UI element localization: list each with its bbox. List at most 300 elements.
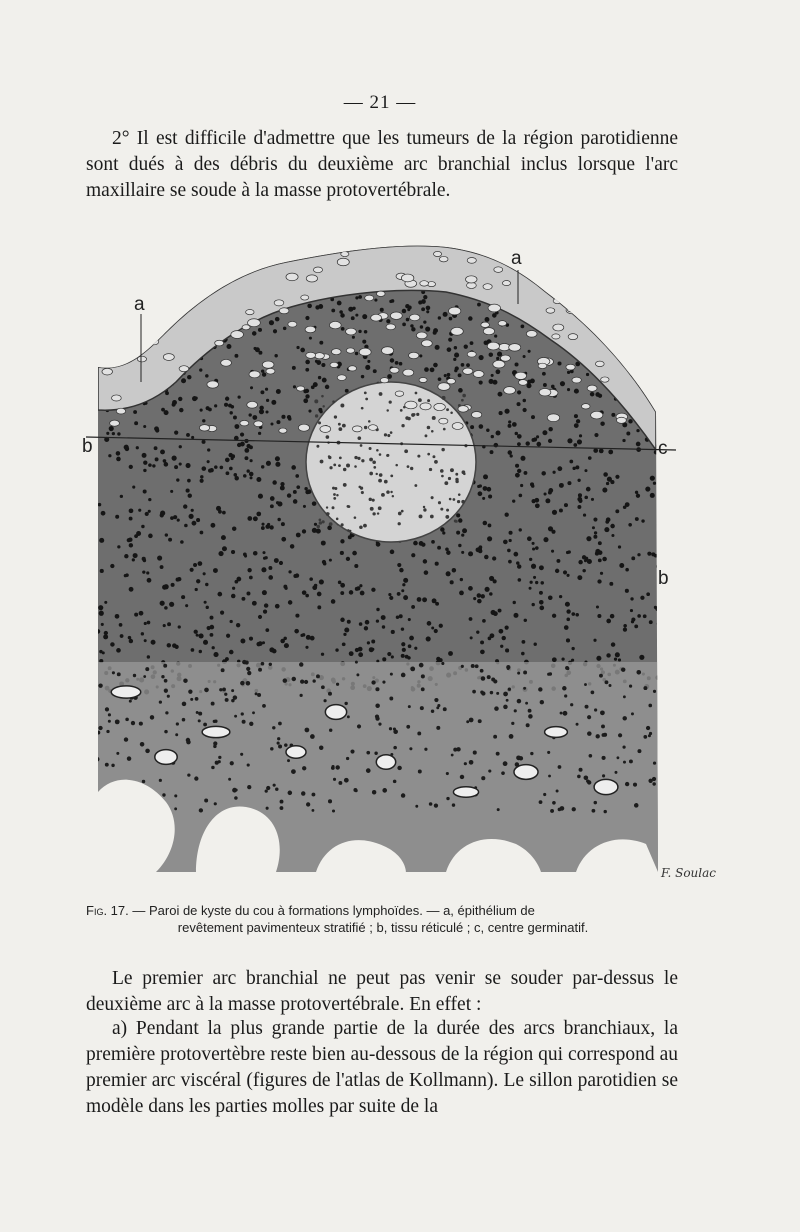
germ-dots-dot — [384, 480, 388, 484]
cells-dot — [152, 317, 156, 321]
lower-dots-dot — [424, 748, 427, 751]
epi-cells-dot — [381, 347, 393, 355]
cells-dot — [318, 376, 321, 379]
cells-dot — [628, 523, 632, 527]
epi-cells-dot — [116, 408, 125, 414]
lower-dots-dot — [255, 692, 258, 695]
lower-dots-dot — [182, 702, 187, 707]
cells-dot — [207, 626, 211, 630]
lower-dots-dot — [528, 714, 533, 719]
lower-dots-dot — [671, 670, 675, 674]
germ-dots-dot — [334, 487, 337, 490]
cells-dot — [101, 623, 104, 626]
cells-dot — [160, 565, 164, 569]
lower-dots-dot — [429, 802, 433, 806]
cells-dot — [484, 555, 489, 560]
lower-dots-dot — [105, 707, 109, 711]
epi-cells-dot — [471, 412, 481, 418]
lower-dots-dot — [240, 681, 244, 685]
cells-dot — [93, 413, 96, 416]
cells-dot — [673, 625, 676, 628]
cells-dot — [533, 576, 536, 579]
germ-dots-dot — [455, 473, 458, 476]
germ-dots-dot — [454, 520, 457, 523]
germ-dots-dot — [392, 495, 394, 497]
cells-dot — [314, 584, 317, 587]
epi-cells-dot — [254, 421, 263, 427]
epi-cells-dot — [248, 319, 261, 327]
germ-dots-dot — [327, 512, 329, 514]
cells-dot — [96, 629, 101, 634]
germ-dots-dot — [333, 463, 336, 466]
cells-dot — [456, 513, 460, 517]
lower-dots-dot — [446, 772, 449, 775]
germ-dots-dot — [379, 453, 382, 456]
cells-dot — [267, 523, 270, 526]
cells-dot — [319, 579, 324, 584]
epi-cells-dot — [420, 281, 429, 286]
cells-dot — [179, 445, 182, 448]
cells-dot — [340, 618, 344, 622]
cells-dot — [485, 317, 490, 322]
cells-dot — [664, 387, 669, 392]
germ-dots-dot — [444, 481, 448, 485]
cells-dot — [178, 397, 182, 401]
lower-dots-dot — [350, 749, 354, 753]
cells-dot — [487, 536, 492, 541]
cells-dot — [306, 635, 311, 640]
lower-dots-dot — [316, 674, 320, 678]
lower-dots-dot — [622, 716, 626, 720]
lower-dots-dot — [397, 766, 401, 770]
lower-dots-dot — [187, 773, 190, 776]
cells-dot — [185, 604, 188, 607]
cells-dot — [106, 432, 109, 435]
cells-dot — [439, 624, 443, 628]
germ-dots-dot — [329, 466, 332, 469]
cells-dot — [86, 614, 88, 618]
cells-dot — [274, 354, 277, 357]
cells-dot — [281, 537, 286, 542]
cells-dot — [259, 406, 263, 410]
cells-dot — [446, 550, 451, 555]
cells-dot — [186, 433, 190, 437]
cells-dot — [195, 588, 198, 591]
lower-dots-dot — [328, 692, 332, 696]
cells-dot — [207, 448, 210, 451]
epi-cells-dot — [141, 339, 152, 346]
cells-dot — [275, 604, 280, 609]
lower-dots-dot — [241, 712, 244, 715]
lower-dots-dot — [437, 704, 440, 707]
epi-cells-dot — [494, 267, 503, 273]
cells-dot — [661, 544, 664, 547]
lower-dots-dot — [159, 700, 162, 703]
cells-dot — [214, 404, 217, 407]
cells-dot — [572, 467, 575, 470]
epi-cells-dot — [467, 351, 476, 357]
cells-dot — [611, 344, 616, 349]
cells-dot — [470, 425, 474, 429]
cells-dot — [94, 429, 98, 433]
germ-dots-dot — [319, 521, 322, 524]
lower-dots-dot — [417, 732, 421, 736]
epi-cells-dot — [274, 300, 284, 306]
germ-dots-dot — [364, 391, 367, 394]
lower-dots-dot — [164, 730, 168, 734]
cells-dot — [487, 487, 492, 492]
cells-dot — [628, 332, 632, 336]
epi-cells-dot — [447, 379, 456, 384]
lower-dots-dot — [344, 778, 349, 783]
cells-dot — [92, 315, 96, 319]
lower-dots-dot — [648, 704, 652, 708]
cells-dot — [566, 574, 569, 577]
germ-dots-dot — [445, 515, 449, 519]
cells-dot — [148, 510, 151, 513]
cells-dot — [246, 591, 250, 595]
germ-dots-dot — [446, 509, 449, 512]
epi-cells-dot — [297, 386, 305, 391]
cells-dot — [541, 471, 545, 475]
cells-dot — [200, 409, 203, 412]
cells-dot — [308, 409, 311, 412]
cells-dot — [234, 473, 238, 477]
cells-dot — [643, 301, 646, 304]
cells-dot — [302, 529, 306, 533]
cells-dot — [513, 601, 516, 604]
cells-dot — [175, 645, 179, 649]
cells-dot — [125, 339, 130, 344]
cells-dot — [244, 555, 247, 558]
epi-cells-dot — [180, 278, 188, 283]
cells-dot — [167, 643, 171, 647]
cells-dot — [133, 553, 138, 558]
cells-dot — [382, 657, 386, 661]
cells-dot — [663, 680, 666, 683]
lower-dots-dot — [190, 698, 193, 701]
germ-dots-dot — [390, 431, 393, 434]
cells-dot — [136, 446, 139, 449]
cells-dot — [666, 427, 671, 432]
germ-dots-dot — [461, 399, 464, 402]
cells-dot — [637, 553, 640, 556]
epi-cells-dot — [187, 289, 198, 296]
cells-dot — [302, 633, 305, 636]
cells-dot — [134, 317, 139, 322]
lower-dots-dot — [366, 768, 371, 773]
cells-dot — [144, 622, 147, 625]
cells-dot — [196, 634, 199, 637]
cells-dot — [626, 321, 629, 324]
lower-dots-dot — [124, 737, 128, 741]
cells-dot — [314, 523, 317, 526]
lower-dots-dot — [234, 796, 238, 800]
lower-dots-dot — [93, 719, 97, 723]
cells-dot — [293, 499, 298, 504]
cells-dot — [129, 508, 134, 513]
cells-dot — [160, 511, 165, 516]
cells-dot — [477, 303, 481, 307]
lower-dots-dot — [562, 686, 566, 690]
cells-dot — [496, 357, 499, 360]
lower-dots-dot — [589, 754, 593, 758]
cells-dot — [176, 578, 180, 582]
cells-dot — [221, 535, 226, 540]
germ-dots-dot — [440, 469, 444, 473]
cells-dot — [453, 358, 456, 361]
cells-dot — [250, 476, 253, 479]
lower-dots-dot — [496, 692, 499, 695]
cells-dot — [593, 535, 597, 539]
lower-dots-dot — [550, 809, 554, 813]
cells-dot — [650, 476, 655, 481]
cells-dot — [253, 516, 258, 521]
epi-cells-dot — [617, 417, 627, 423]
lower-dots-dot — [375, 687, 379, 691]
lower-dots-dot — [275, 787, 278, 790]
epi-cells-dot — [509, 344, 521, 352]
cells-dot — [578, 493, 582, 497]
cells-dot — [390, 550, 395, 555]
cells-dot — [199, 368, 202, 371]
cells-dot — [269, 320, 274, 325]
cells-dot — [552, 657, 557, 662]
lower-dots-dot — [215, 761, 219, 765]
germ-dots-dot — [453, 498, 456, 501]
cells-dot — [217, 592, 222, 597]
epi-cells-dot — [481, 322, 490, 327]
cells-dot — [86, 675, 88, 679]
cells-dot — [519, 494, 523, 498]
cells-dot — [268, 566, 272, 570]
lower-dots-dot — [233, 695, 237, 699]
lower-dots-dot — [389, 697, 393, 701]
germ-dots-dot — [354, 456, 357, 459]
germ-dots-dot — [450, 468, 454, 472]
cells-dot — [272, 480, 276, 484]
cells-dot — [316, 360, 321, 365]
cells-dot — [102, 310, 106, 314]
cells-dot — [231, 454, 235, 458]
cells-dot — [199, 650, 202, 653]
cells-dot — [606, 619, 611, 624]
cells-dot — [94, 320, 98, 324]
cells-dot — [586, 487, 591, 492]
lower-dots-dot — [609, 684, 612, 687]
cells-dot — [446, 571, 451, 576]
lower-dots-dot — [539, 800, 543, 804]
cells-dot — [86, 390, 88, 393]
cells-dot — [386, 319, 390, 323]
cells-dot — [302, 590, 307, 595]
germ-dots-dot — [455, 478, 458, 481]
cells-dot — [213, 652, 218, 657]
germ-dots-dot — [369, 447, 372, 450]
cells-dot — [116, 457, 121, 462]
epi-cells-dot — [320, 426, 331, 433]
cells-dot — [593, 517, 597, 521]
cells-dot — [367, 360, 370, 363]
lower-dots-dot — [198, 712, 202, 716]
lower-dots-dot — [434, 803, 438, 807]
cells-dot — [609, 582, 613, 586]
cells-dot — [532, 547, 535, 550]
lower-dots-dot — [652, 782, 655, 785]
cells-dot — [672, 386, 676, 390]
lower-dots-dot — [375, 703, 379, 707]
cells-dot — [199, 291, 204, 296]
germ-dots-dot — [423, 508, 426, 511]
cells-dot — [610, 524, 615, 529]
cells-dot — [479, 424, 484, 429]
cells-dot — [325, 385, 330, 390]
cells-dot — [109, 426, 114, 431]
cells-dot — [90, 672, 93, 675]
cells-dot — [566, 638, 570, 642]
vessel-lumen — [514, 765, 538, 780]
cells-dot — [515, 473, 520, 478]
lower-dots-dot — [214, 802, 217, 805]
lower-dots-dot — [127, 756, 131, 760]
cells-dot — [93, 645, 98, 650]
cells-dot — [633, 374, 638, 379]
cells-dot — [124, 574, 127, 577]
lower-dots-dot — [592, 809, 596, 813]
cells-dot — [120, 634, 124, 638]
lower-dots-dot — [246, 667, 250, 671]
lower-dots-dot — [262, 704, 266, 708]
cells-dot — [610, 480, 614, 484]
lower-dots-dot — [231, 689, 234, 692]
cells-dot — [258, 432, 261, 435]
cells-dot — [340, 583, 345, 588]
cells-dot — [220, 611, 224, 615]
cells-dot — [491, 374, 494, 377]
germ-dots-dot — [448, 477, 451, 480]
lower-dots-dot — [586, 779, 589, 782]
lower-dots-dot — [371, 680, 375, 684]
cells-dot — [319, 341, 323, 345]
epi-cells-dot — [110, 420, 120, 426]
cells-dot — [567, 388, 570, 391]
lower-dots-dot — [410, 667, 415, 672]
cells-dot — [584, 469, 587, 472]
epi-cells-dot — [401, 274, 413, 282]
lower-dots-dot — [523, 687, 526, 690]
cells-dot — [225, 397, 229, 401]
germ-dots-dot — [384, 433, 387, 436]
cells-dot — [186, 489, 190, 493]
cells-dot — [530, 482, 534, 486]
cells-dot — [559, 595, 562, 598]
germ-dots-dot — [361, 407, 364, 410]
cells-dot — [172, 400, 177, 405]
epi-cells-dot — [601, 377, 609, 382]
cells-dot — [136, 334, 141, 339]
cells-dot — [265, 628, 269, 632]
cells-dot — [680, 626, 685, 631]
epi-cells-dot — [526, 330, 537, 337]
cells-dot — [431, 540, 435, 544]
cells-dot — [214, 465, 218, 469]
cells-dot — [516, 561, 519, 564]
cells-dot — [256, 512, 261, 517]
cells-dot — [340, 539, 344, 543]
cells-dot — [396, 615, 399, 618]
cells-dot — [190, 568, 194, 572]
cells-dot — [391, 299, 395, 303]
lower-dots-dot — [431, 710, 434, 713]
lower-dots-dot — [636, 670, 641, 675]
germ-dots-dot — [329, 522, 333, 526]
cells-dot — [425, 326, 430, 331]
vessel-lumen — [202, 726, 230, 737]
cells-dot — [261, 369, 264, 372]
cells-dot — [678, 496, 683, 501]
cells-dot — [129, 543, 133, 547]
lower-dots-dot — [300, 694, 303, 697]
cells-dot — [258, 328, 262, 332]
cells-dot — [362, 340, 366, 344]
lower-dots-dot — [374, 752, 377, 755]
cells-dot — [382, 625, 385, 628]
lower-dots-dot — [576, 723, 579, 726]
cells-dot — [577, 479, 580, 482]
cells-dot — [264, 603, 268, 607]
lower-dots-dot — [204, 799, 208, 803]
cells-dot — [670, 340, 674, 344]
cells-dot — [283, 327, 286, 330]
cells-dot — [458, 544, 461, 547]
artist-signature: F. Soulac — [661, 866, 716, 880]
lower-dots-dot — [204, 688, 209, 693]
lower-dots-dot — [434, 698, 438, 702]
cells-dot — [517, 442, 521, 446]
cells-dot — [142, 571, 145, 574]
cells-dot — [672, 510, 676, 514]
epi-cells-dot — [371, 314, 382, 321]
lower-dots-dot — [305, 728, 310, 733]
lower-dots-dot — [211, 766, 214, 769]
lower-dots-dot — [517, 672, 520, 675]
cells-dot — [116, 648, 121, 653]
germ-dots-dot — [449, 498, 452, 501]
cells-dot — [577, 575, 582, 580]
epi-cells-dot — [386, 324, 395, 330]
cells-dot — [351, 316, 355, 320]
cells-dot — [617, 306, 621, 310]
cells-dot — [249, 413, 252, 416]
cells-dot — [262, 551, 265, 554]
cells-dot — [556, 559, 560, 563]
cells-dot — [536, 442, 541, 447]
epi-cells-dot — [199, 425, 209, 431]
epi-cells-dot — [452, 423, 463, 430]
cells-dot — [461, 363, 465, 367]
lower-dots-dot — [670, 783, 673, 786]
lower-dots-dot — [278, 722, 282, 726]
cells-dot — [160, 601, 165, 606]
cells-dot — [174, 465, 178, 469]
epi-cells-dot — [279, 308, 289, 314]
cells-dot — [488, 495, 492, 499]
germ-dots-dot — [404, 449, 408, 453]
cells-dot — [170, 516, 174, 520]
cells-dot — [124, 445, 129, 450]
germ-dots-dot — [463, 473, 466, 476]
cells-dot — [288, 570, 291, 573]
